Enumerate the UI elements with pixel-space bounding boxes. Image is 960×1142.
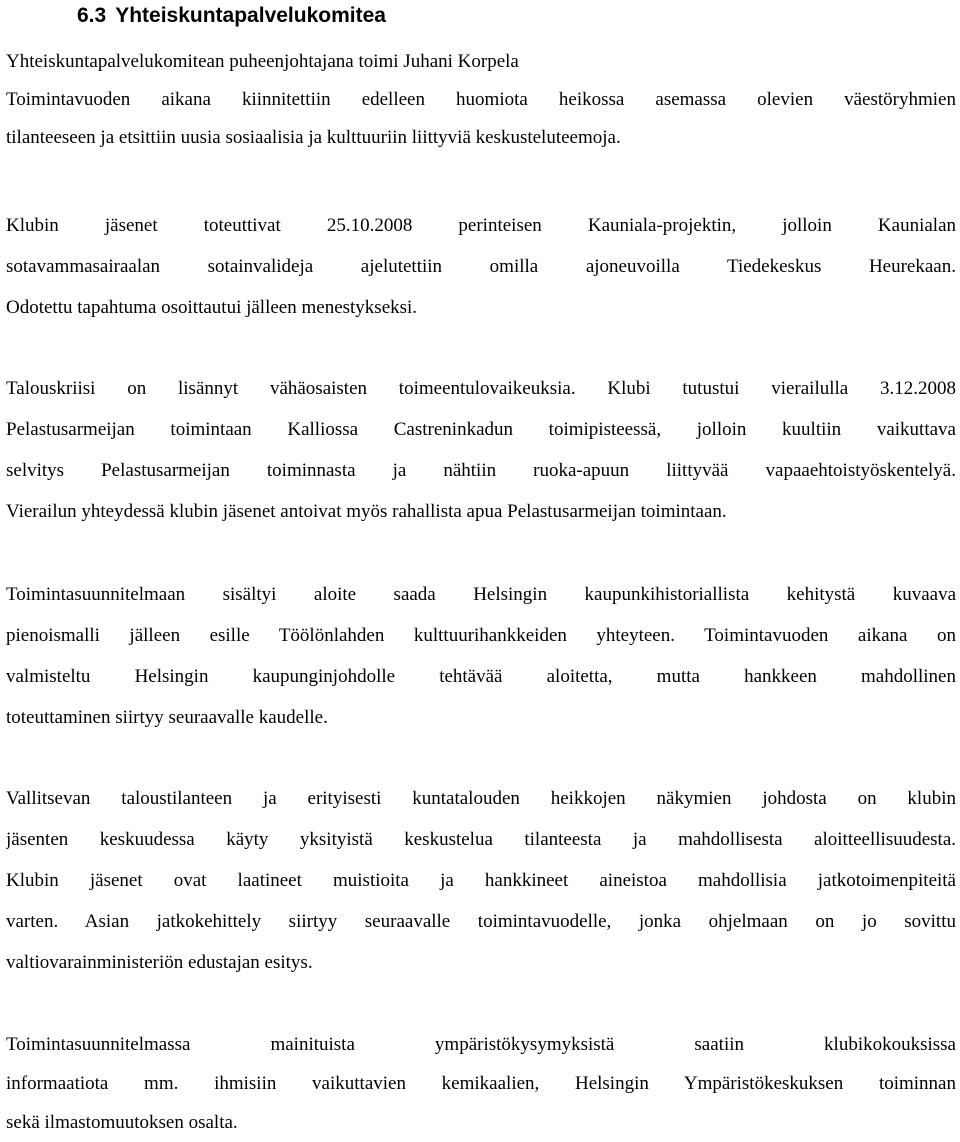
paragraph-line: sekä ilmastomuutoksen osalta.: [6, 1112, 238, 1133]
paragraph-line: pienoismalli jälleen esille Töölönlahden kulttuurihankkeiden yhteyteen. Toimintavuoden aikana on: [6, 625, 956, 646]
paragraph-line: tilanteeseen ja etsittiin uusia sosiaalisia ja kulttuuriin liittyviä keskusteluteemoja.: [6, 127, 621, 148]
section-number: 6.3: [77, 4, 107, 27]
paragraph-line: jäsenten keskuudessa käyty yksityistä keskustelua tilanteesta ja mahdollisesta aloitteellisuudesta.: [6, 829, 956, 850]
paragraph-line: valtiovarainministeriön edustajan esitys.: [6, 952, 313, 973]
paragraph-salvation-army-visit: [6, 368, 956, 532]
paragraph-kauniala-project: [6, 205, 956, 328]
paragraph-line: Pelastusarmeijan toimintaan Kalliossa Castreninkadun toimipisteessä, jolloin kuultiin vaikuttava: [6, 419, 956, 440]
paragraph-line: Klubin jäsenet ovat laatineet muistioita ja hankkineet aineistoa mahdollisia jatkotoimenpiteitä: [6, 870, 956, 891]
paragraph-line: selvitys Pelastusarmeijan toiminnasta ja nähtiin ruoka-apuun liittyvää vapaaehtoistyöskentelyä.: [6, 460, 956, 481]
section-title: Yhteiskuntapalvelukomitea: [115, 4, 386, 27]
paragraph-line: toteuttaminen siirtyy seuraavalle kaudelle.: [6, 707, 328, 728]
paragraph-line: informaatiota mm. ihmisiin vaikuttavien kemikaalien, Helsingin Ympäristökeskuksen toiminnan: [6, 1073, 956, 1094]
paragraph-economy-discussion: [6, 778, 956, 983]
paragraph-line: Vierailun yhteydessä klubin jäsenet antoivat myös rahallista apua Pelastusarmeijan toimintaan.: [6, 501, 727, 522]
paragraph-line: Toimintasuunnitelmassa mainituista ympäristökysymyksistä saatiin klubikokouksissa: [6, 1034, 956, 1055]
paragraph-line: Toimintasuunnitelmaan sisältyi aloite saada Helsingin kaupunkihistoriallista kehitystä kuvaava: [6, 584, 956, 605]
paragraph-line: varten. Asian jatkokehittely siirtyy seuraavalle toimintavuodelle, jonka ohjelmaan on jo sovittu: [6, 911, 956, 932]
paragraph-scale-model-initiative: [6, 574, 956, 738]
paragraph-line: Yhteiskuntapalvelukomitean puheenjohtajana toimi Juhani Korpela: [6, 51, 519, 72]
paragraph-line: valmisteltu Helsingin kaupunginjohdolle tehtävää aloitetta, mutta hankkeen mahdollinen: [6, 666, 956, 687]
paragraph-committee-intro: [6, 43, 956, 157]
section-heading: [6, 0, 956, 30]
paragraph-line: Odotettu tapahtuma osoittautui jälleen menestykseksi.: [6, 297, 418, 318]
paragraph-environment-issues: [6, 1025, 956, 1142]
paragraph-line: Klubin jäsenet toteuttivat 25.10.2008 perinteisen Kauniala-projektin, jolloin Kaunialan: [6, 215, 956, 236]
paragraph-line: Talouskriisi on lisännyt vähäosaisten toimeentulovaikeuksia. Klubi tutustui vierailulla 3.12.2008: [6, 378, 956, 399]
paragraph-line: Toimintavuoden aikana kiinnitettiin edelleen huomiota heikossa asemassa olevien väestöryhmien: [6, 89, 956, 110]
paragraph-line: Vallitsevan taloustilanteen ja erityisesti kuntatalouden heikkojen näkymien johdosta on klubin: [6, 788, 956, 809]
paragraph-line: sotavammasairaalan sotainvalideja ajelutettiin omilla ajoneuvoilla Tiedekeskus Heurekaan.: [6, 256, 956, 277]
